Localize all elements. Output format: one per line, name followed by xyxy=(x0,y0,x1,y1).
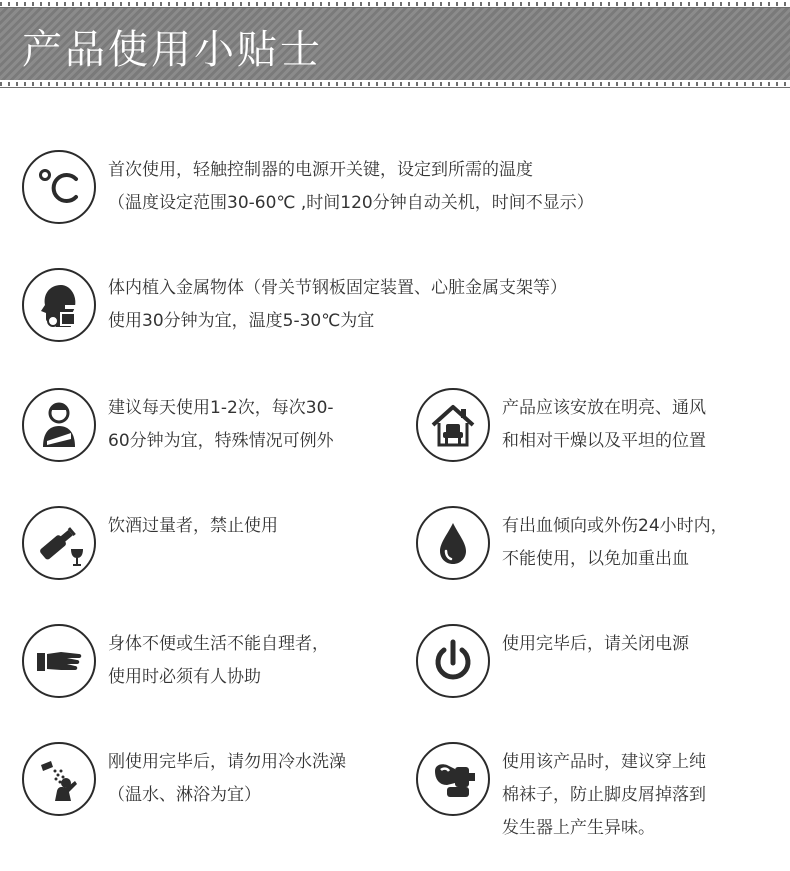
head-medical-icon xyxy=(22,268,96,342)
tip-text xyxy=(502,746,706,845)
injured-person-icon xyxy=(22,388,96,462)
sock-foot-icon xyxy=(416,742,490,816)
tip-text xyxy=(108,510,278,543)
tip-text xyxy=(502,628,689,661)
decorative-border-bottom xyxy=(0,80,790,88)
tip-line: （温度设定范围30-60℃ ,时间120分钟自动关机，时间不显示） xyxy=(108,193,594,213)
blood-drop-icon xyxy=(416,506,490,580)
tip-line: 棉袜子，防止脚皮屑掉落到 xyxy=(502,785,706,805)
tip-line: 建议每天使用1-2次，每次30- xyxy=(108,398,334,418)
tip-line: 使用30分钟为宜，温度5-30℃为宜 xyxy=(108,311,375,331)
tip-line: 和相对干燥以及平坦的位置 xyxy=(502,431,706,451)
shower-icon xyxy=(22,742,96,816)
celsius-icon xyxy=(22,150,96,224)
wine-bottle-icon xyxy=(22,506,96,580)
hand-icon xyxy=(22,624,96,698)
tip-line: 使用时必须有人协助 xyxy=(108,667,261,687)
tip-line: （温水、淋浴为宜） xyxy=(108,785,261,805)
tip-text xyxy=(108,628,329,694)
tip-line: 使用完毕后，请关闭电源 xyxy=(502,634,689,654)
house-chair-icon xyxy=(416,388,490,462)
tip-line: 有出血倾向或外伤24小时内， xyxy=(502,516,728,536)
tip-line: 饮酒过量者，禁止使用 xyxy=(108,516,278,536)
tip-line: 首次使用，轻触控制器的电源开关键，设定到所需的温度 xyxy=(108,160,533,180)
tip-text xyxy=(502,510,728,576)
tip-text xyxy=(108,154,594,220)
power-icon xyxy=(416,624,490,698)
tip-line: 身体不便或生活不能自理者， xyxy=(108,634,329,654)
tip-text xyxy=(108,392,334,458)
tip-line: 刚使用完毕后，请勿用冷水洗澡 xyxy=(108,752,346,772)
tip-line: 发生器上产生异味。 xyxy=(502,818,655,838)
tip-text xyxy=(108,746,346,812)
tip-line: 产品应该安放在明亮、通风 xyxy=(502,398,706,418)
decorative-border-top xyxy=(0,0,790,8)
tip-line: 体内植入金属物体（骨关节钢板固定装置、心脏金属支架等） xyxy=(108,278,567,298)
tip-text xyxy=(502,392,706,458)
tip-text xyxy=(108,272,567,338)
tip-line: 不能使用，以免加重出血 xyxy=(502,549,689,569)
header-banner xyxy=(0,0,790,88)
page-title: 产品使用小贴士 xyxy=(22,27,323,73)
tip-line: 60分钟为宜，特殊情况可例外 xyxy=(108,431,334,451)
tip-line: 使用该产品时，建议穿上纯 xyxy=(502,752,706,772)
